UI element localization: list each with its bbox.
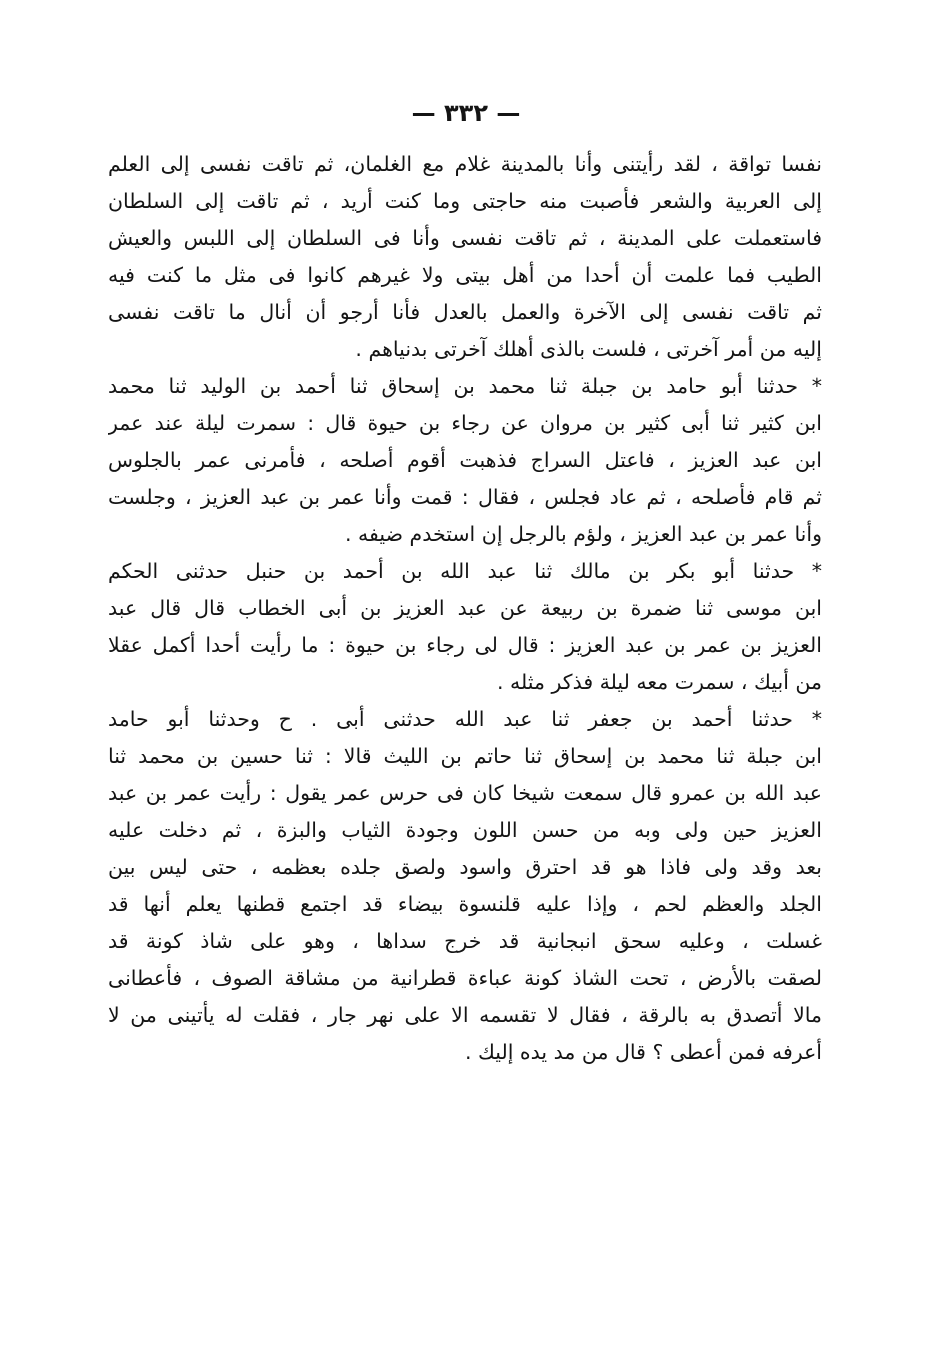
text-line: الطيب فما علمت أن أحدا من أهل بيتى ولا غيرهم كانوا فى مثل ما كنت فيه [108, 263, 822, 287]
text-line: ثم قام فأصلحه ، ثم عاد فجلس ، فقال : قمت وأنا عمر بن عبد العزيز ، وجلست [108, 485, 822, 509]
text-line: ابن عبد العزيز ، فاعتل السراج فذهبت أقوم أصلحه ، فأمرنى عمر بالجلوس [108, 448, 822, 472]
paragraph-4 [108, 701, 822, 1071]
text-line: عبد الله بن عمرو قال سمعت شيخا كان فى حرس عمر يقول : رأيت عمر بن عبد [108, 781, 822, 805]
text-line: بعد وقد ولى فاذا هو قد احترق واسود ولصق جلده بعظمه ، حتى ليس بين [108, 855, 822, 879]
text-line: نفسا تواقة ، لقد رأيتنى وأنا بالمدينة غلام مع الغلمان، ثم تاقت نفسى إلى العلم [108, 152, 822, 176]
text-line: * حدثنا أبو بكر بن مالك ثنا عبد الله بن أحمد بن حنبل حدثنى الحكم [108, 559, 822, 583]
text-line: غسلت ، وعليه سحق انبجانية قد خرج سداها ، وهو على شاذ كونة قد [108, 929, 822, 953]
text-line: ثم تاقت نفسى إلى الآخرة والعمل بالعدل فأنا أرجو أن أنال ما تاقت نفسى [108, 300, 822, 324]
text-line: * حدثنا أحمد بن جعفر ثنا عبد الله حدثنى أبى . ح وحدثنا أبو حامد [108, 707, 822, 731]
text-body [108, 146, 822, 1071]
paragraph-2 [108, 368, 822, 553]
text-line: مالا أتصدق به بالرقة ، فقال لا تقسمه الا على نهر جار ، فقلت له يأتينى من لا [108, 1003, 822, 1027]
text-line: لصقت بالأرض ، تحت الشاذ كونة عباءة قطرانية من مشاقة الصوف ، فأعطانى [108, 966, 822, 990]
text-line: فاستعملت على المدينة ، ثم تاقت نفسى وأنا فى السلطان إلى اللبس والعيش [108, 226, 822, 250]
text-line: الجلد والعظم لحم ، وإذا عليه قلنسوة بيضاء قد اجتمع قطنها يعلم أنها قد [108, 892, 822, 916]
text-line: العزيز حين ولى وبه من حسن اللون وجودة الثياب والبزة ، ثم دخلت عليه [108, 818, 822, 842]
text-line: وأنا عمر بن عبد العزيز ، ولؤم بالرجل إن استخدم ضيفه . [345, 522, 822, 546]
text-line: ابن موسى ثنا ضمرة بن ربيعة عن عبد العزيز بن أبى الخطاب قال قال عبد [108, 596, 822, 620]
text-line: العزيز بن عمر بن عبد العزيز : قال لى رجاء بن حيوة : ما رأيت أحدا أكمل عقلا [108, 633, 822, 657]
text-line: ابن كثير ثنا أبى كثير بن مروان عن رجاء بن حيوة قال : سمرت ليلة عند عمر [108, 411, 822, 435]
paragraph-3 [108, 553, 822, 701]
text-line: أعرفه فمن أعطى ؟ قال من مد يده إليك . [464, 1040, 822, 1064]
paragraph-1 [108, 146, 822, 368]
text-line: ابن جبلة ثنا محمد بن إسحاق ثنا حاتم بن الليث قالا : ثنا حسين بن محمد ثنا [108, 744, 822, 768]
text-line: من أبيك ، سمرت معه ليلة فذكر مثله . [497, 670, 822, 694]
page-number: — ٣٣٢ — [411, 99, 521, 127]
text-line: * حدثنا أبو حامد بن جبلة ثنا محمد بن إسحاق ثنا أحمد بن الوليد ثنا محمد [108, 374, 822, 398]
text-line: إلى العربية والشعر فأصبت منه حاجتى وما كنت أريد ، ثم تاقت إلى السلطان [108, 189, 822, 213]
text-line: إليه من أمر آخرتى ، فلست بالذى أهلك آخرتى بدنياهم . [355, 337, 822, 361]
